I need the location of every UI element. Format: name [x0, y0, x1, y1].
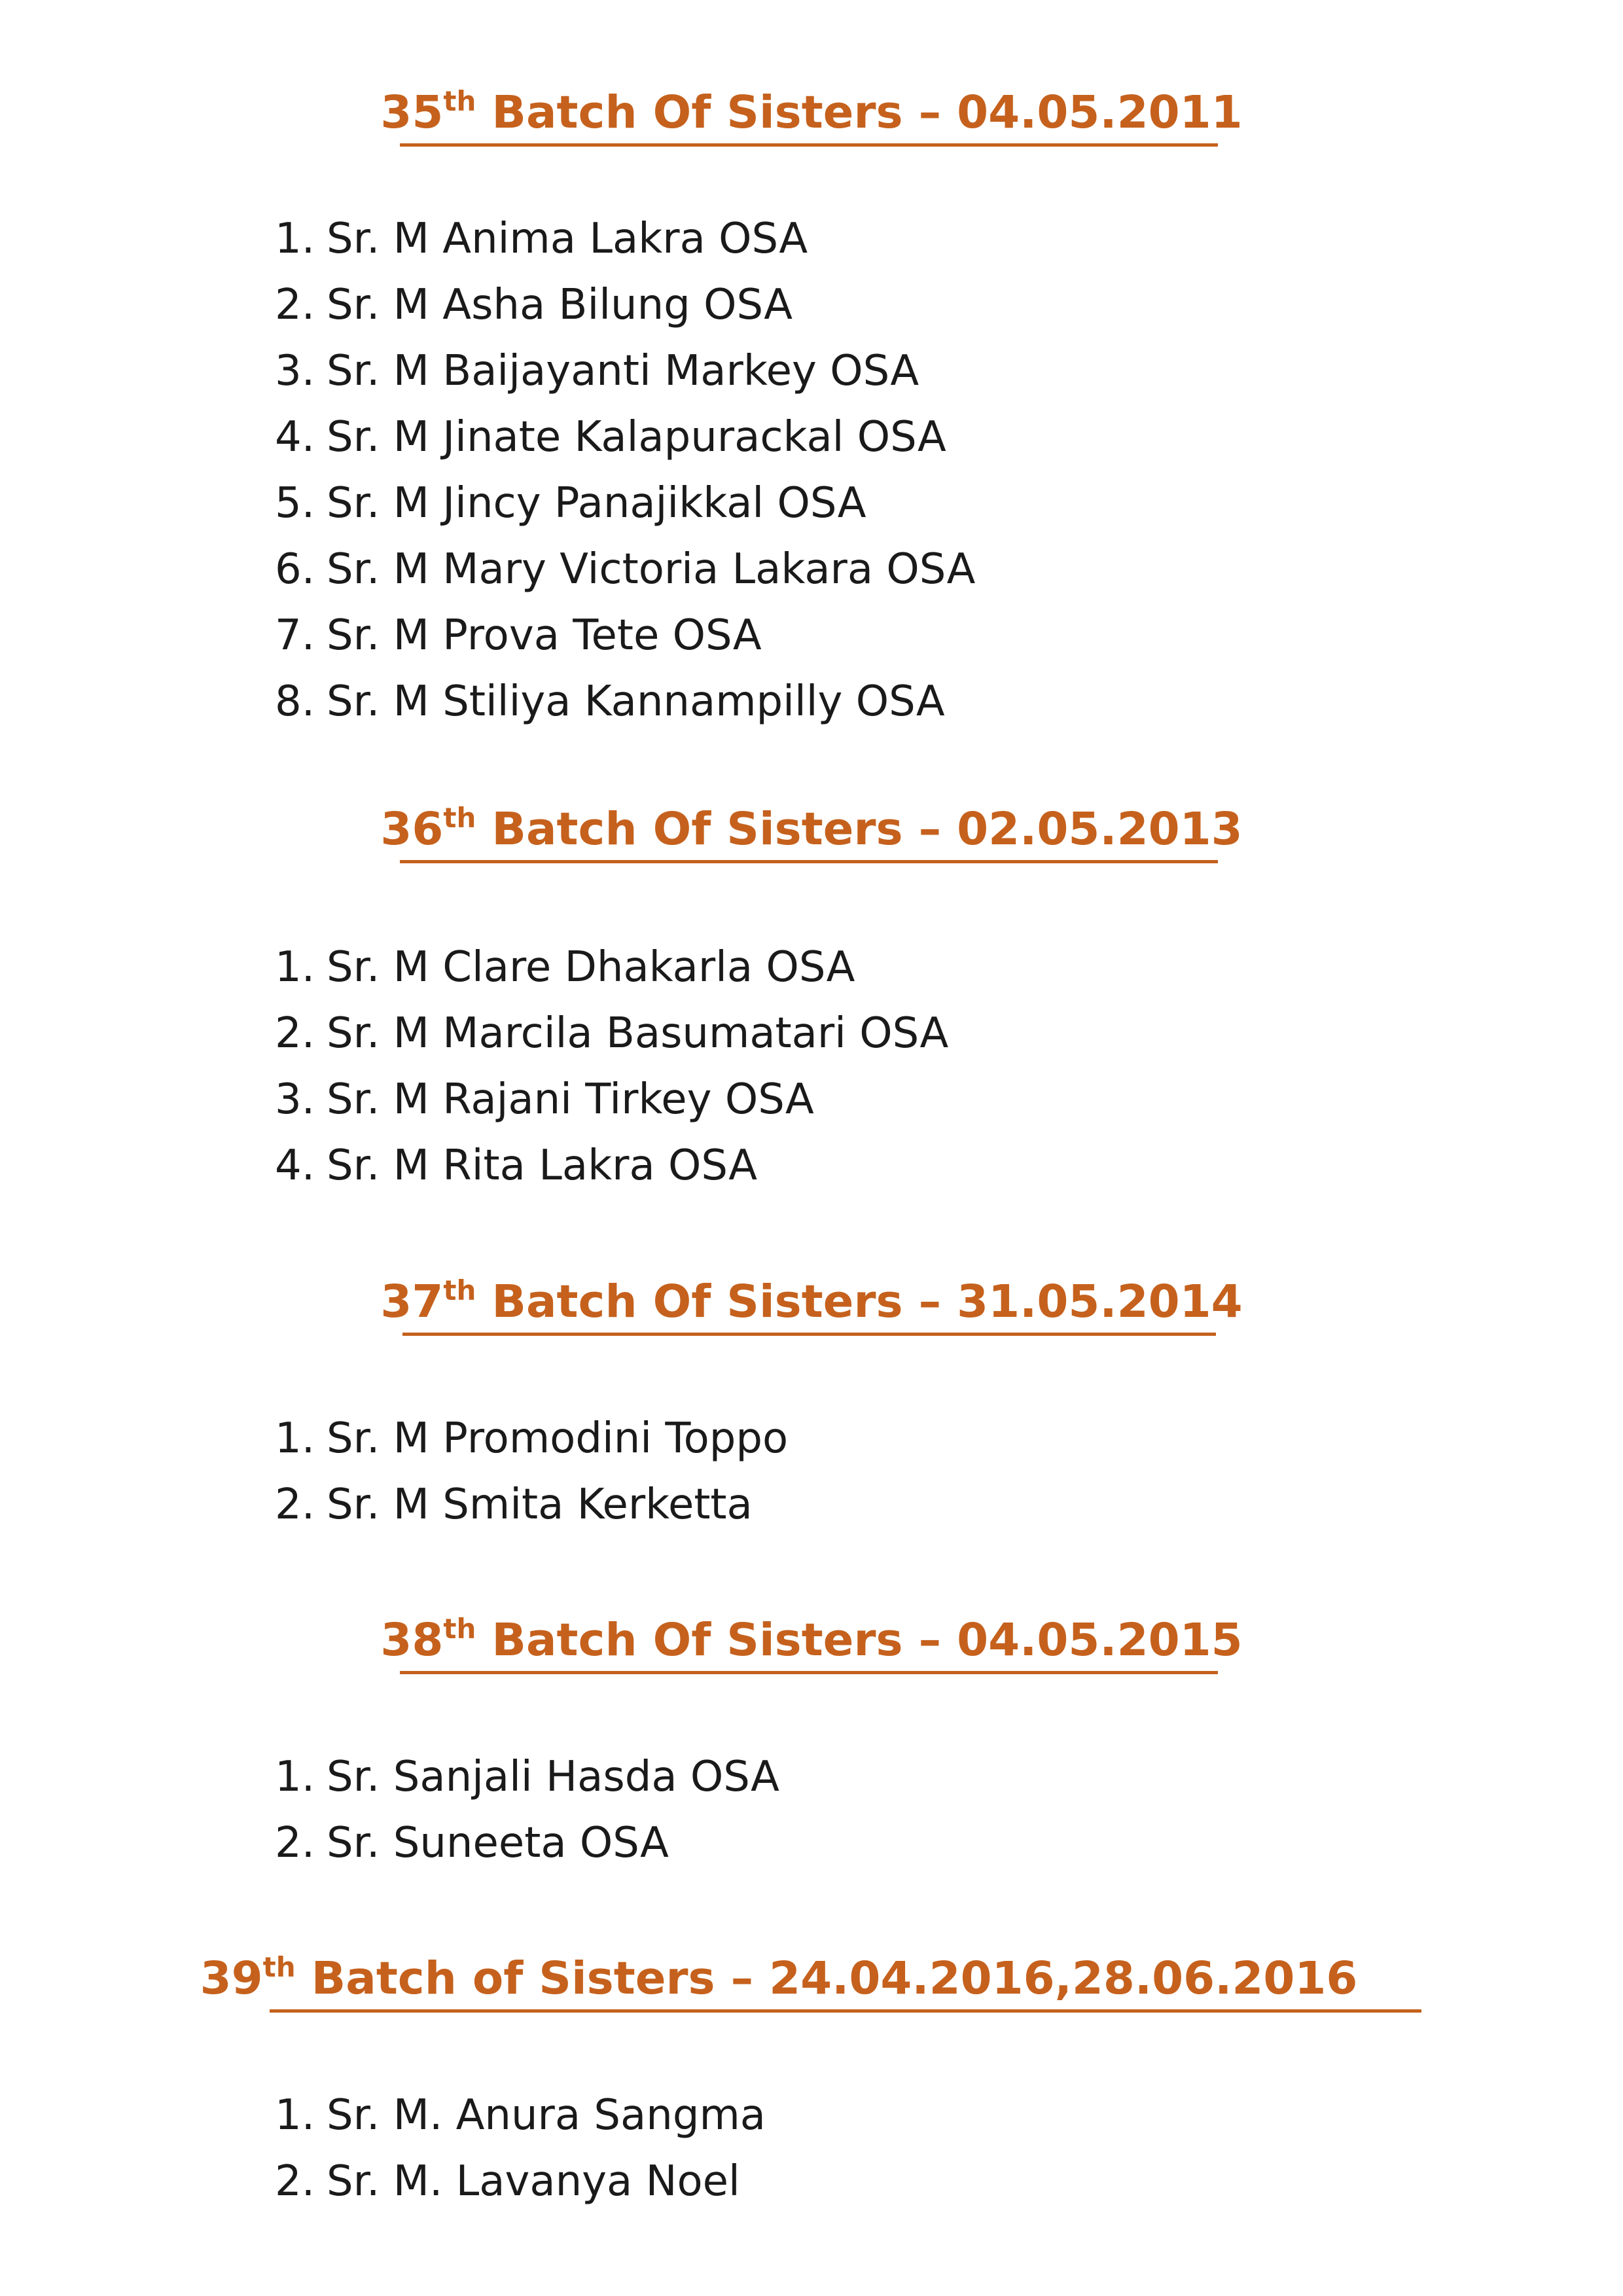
member-name: Sr. M. Lavanya Noel [326, 2157, 740, 2206]
heading-text: Batch Of Sisters – 31.05.2014 [491, 1276, 1243, 1328]
heading-text: Batch of Sisters – 24.04.2016,28.06.2016 [311, 1952, 1358, 2005]
item-number: 3. [275, 347, 315, 395]
list-item [275, 1475, 753, 1534]
member-name: Sr. Sanjali Hasda OSA [326, 1753, 779, 1801]
list-item [275, 1070, 814, 1129]
item-number: 6. [275, 545, 315, 594]
item-number: 2. [275, 281, 315, 329]
member-name: Sr. M Smita Kerketta [326, 1480, 753, 1529]
list-item [275, 1409, 788, 1468]
heading-underline [400, 1671, 1218, 1674]
section-heading [0, 1272, 1623, 1337]
list-item [275, 672, 945, 731]
list-item [275, 540, 975, 599]
heading-ordinal-suffix: th [443, 1613, 476, 1645]
heading-ordinal: 35 [380, 86, 444, 139]
heading-underline [402, 1333, 1216, 1336]
member-name: Sr. M Mary Victoria Lakara OSA [326, 545, 976, 594]
heading-underline [400, 860, 1218, 863]
heading-ordinal-suffix: th [443, 1274, 476, 1306]
list-item [275, 408, 946, 467]
member-name: Sr. M Prova Tete OSA [326, 611, 762, 660]
member-name: Sr. M. Anura Sangma [326, 2091, 766, 2140]
heading-ordinal-suffix: th [443, 802, 476, 834]
member-name: Sr. Suneeta OSA [326, 1819, 669, 1867]
heading-ordinal: 38 [380, 1614, 444, 1666]
list-item [275, 474, 866, 533]
heading-underline [400, 143, 1218, 147]
list-item [275, 276, 793, 334]
item-number: 7. [275, 611, 315, 660]
list-item [275, 1004, 948, 1063]
item-number: 8. [275, 677, 315, 726]
member-name: Sr. M Jinate Kalapurackal OSA [326, 413, 946, 461]
item-number: 2. [275, 1480, 315, 1529]
heading-ordinal-suffix: th [443, 85, 476, 117]
section-heading [0, 800, 1623, 865]
list-item [275, 938, 855, 997]
heading-ordinal: 36 [380, 803, 444, 855]
section-heading [0, 1611, 1623, 1676]
section-heading [0, 1949, 1590, 2014]
heading-text: Batch Of Sisters – 02.05.2013 [491, 803, 1243, 855]
item-number: 1. [275, 215, 315, 263]
member-name: Sr. M Clare Dhakarla OSA [326, 943, 855, 992]
item-number: 5. [275, 479, 315, 528]
member-name: Sr. M Asha Bilung OSA [326, 281, 793, 329]
heading-text: Batch Of Sisters – 04.05.2015 [491, 1614, 1243, 1666]
item-number: 2. [275, 1009, 315, 1058]
member-name: Sr. M Rajani Tirkey OSA [326, 1075, 814, 1124]
list-item [275, 1136, 757, 1195]
item-number: 4. [275, 1141, 315, 1190]
list-item [275, 2152, 740, 2211]
member-name: Sr. M Promodini Toppo [326, 1414, 789, 1463]
section-heading [0, 83, 1623, 148]
item-number: 1. [275, 1414, 315, 1463]
item-number: 4. [275, 413, 315, 461]
member-name: Sr. M Baijayanti Markey OSA [326, 347, 919, 395]
list-item [275, 1748, 779, 1806]
item-number: 1. [275, 943, 315, 992]
list-item [275, 342, 919, 401]
member-name: Sr. M Marcila Basumatari OSA [326, 1009, 949, 1058]
item-number: 2. [275, 1819, 315, 1867]
heading-underline [270, 2009, 1421, 2013]
heading-text: Batch Of Sisters – 04.05.2011 [491, 86, 1243, 139]
member-name: Sr. M Anima Lakra OSA [326, 215, 808, 263]
list-item [275, 2086, 766, 2145]
item-number: 1. [275, 2091, 315, 2140]
heading-ordinal: 39 [200, 1952, 263, 2005]
list-item [275, 209, 808, 268]
member-name: Sr. M Stiliya Kannampilly OSA [326, 677, 945, 726]
list-item [275, 1814, 669, 1873]
member-name: Sr. M Rita Lakra OSA [326, 1141, 757, 1190]
item-number: 2. [275, 2157, 315, 2206]
member-name: Sr. M Jincy Panajikkal OSA [326, 479, 866, 528]
heading-ordinal: 37 [380, 1276, 444, 1328]
list-item [275, 606, 762, 665]
item-number: 3. [275, 1075, 315, 1124]
heading-ordinal-suffix: th [262, 1951, 296, 1983]
item-number: 1. [275, 1753, 315, 1801]
